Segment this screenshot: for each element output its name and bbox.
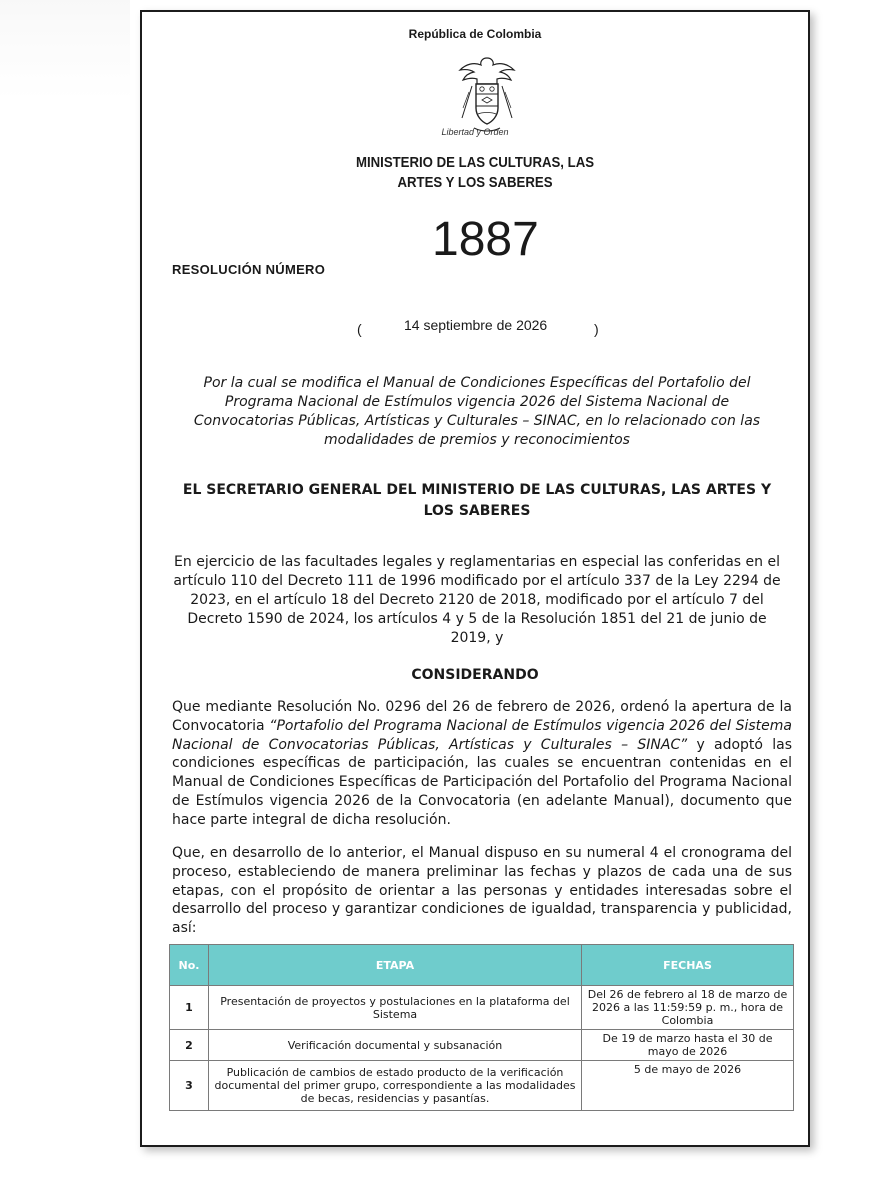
motto-text: Libertad y Orden (441, 127, 509, 137)
row-stage: Presentación de proyectos y postulaciones en la plataforma del Sistema (209, 986, 582, 1030)
considering-heading: CONSIDERANDO (411, 667, 539, 683)
row-dates: 5 de mayo de 2026 (582, 1061, 794, 1111)
republic-heading: República de Colombia (408, 27, 542, 41)
considering-paragraph-1 (172, 698, 792, 830)
row-dates: Del 26 de febrero al 18 de marzo de 2026 a las 11:59:59 p. m., hora de Colombia (582, 986, 794, 1030)
paragraph-text: y adoptó las condiciones específicas de participación, las cuales se encuentran contenidas en el Manual de Condiciones Específicas de Participación del Portafolio del Programa Nacional de Estímulos vigencia 2026 de la Convocatoria (en adelante Manual), documento que hace parte integral de dicha resolución. (172, 736, 792, 828)
date-paren-close: ) (594, 321, 599, 337)
schedule-table (169, 944, 794, 1111)
column-header-no: No. (170, 945, 209, 986)
resolution-subject (172, 374, 782, 450)
row-stage: Verificación documental y subsanación (209, 1030, 582, 1061)
issuing-authority (162, 480, 792, 522)
powers-line: Decreto 1590 de 2024, los artículos 4 y 5 de la Resolución 1851 del 21 de junio de (187, 611, 767, 627)
ministry-line-2: ARTES Y LOS SABERES (397, 174, 553, 191)
resolution-date: 14 septiembre de 2026 (404, 317, 548, 333)
table-header-row (170, 945, 794, 986)
authority-line: LOS SABERES (423, 503, 531, 519)
ministry-name (182, 153, 768, 193)
row-stage: Publicación de cambios de estado producto de la verificación documental del primer grupo, correspondiente a las modalidades de becas, residencias y pasantías. (209, 1061, 582, 1111)
table-row (170, 1030, 794, 1061)
resolution-number: 1887 (432, 213, 539, 266)
date-paren-open: ( (357, 321, 362, 337)
resolution-label: RESOLUCIÓN NÚMERO (172, 262, 326, 277)
powers-line: 2019, y (450, 630, 504, 646)
row-number: 1 (170, 986, 209, 1030)
subject-line: Convocatorias Públicas, Artísticas y Culturales – SINAC, en lo relacionado con las (193, 413, 761, 429)
table-row (170, 1061, 794, 1111)
table-row (170, 986, 794, 1030)
row-dates: De 19 de marzo hasta el 30 de mayo de 2026 (582, 1030, 794, 1061)
row-number: 2 (170, 1030, 209, 1061)
powers-line: En ejercicio de las facultades legales y reglamentarias en especial las conferidas en el (174, 554, 780, 570)
powers-line: artículo 110 del Decreto 111 de 1996 modificado por el artículo 337 de la Ley 2294 de (173, 573, 781, 589)
row-number: 3 (170, 1061, 209, 1111)
paragraph-italic-text: “Portafolio del Programa Nacional de Estímulos vigencia 2026 del Sistema Nacional de Convocatorias Públicas, Artísticas y Culturales – SINAC” (172, 717, 792, 753)
column-header-dates: FECHAS (582, 945, 794, 986)
document-page (140, 10, 810, 1147)
subject-line: Programa Nacional de Estímulos vigencia 2026 del Sistema Nacional de (224, 394, 730, 410)
column-header-stage: ETAPA (209, 945, 582, 986)
paragraph-text: Que mediante Resolución No. 0296 del 26 de febrero de 2026, ordenó la apertura de la Convocatoria (172, 699, 792, 734)
considering-paragraph-2: Que, en desarrollo de lo anterior, el Manual dispuso en su numeral 4 el cronograma del proceso, estableciendo de manera preliminar las fechas y plazos de cada una de sus etapas, con el propósito de orientar a las personas y entidades interesadas sobre el desarrollo del proceso y garantizar condiciones de igualdad, transparencia y publicidad, así: (172, 845, 792, 937)
subject-line: modalidades de premios y reconocimientos (324, 432, 630, 448)
ministry-line-1: MINISTERIO DE LAS CULTURAS, LAS (355, 154, 595, 171)
powers-line: 2023, en el artículo 18 del Decreto 2120 de 2018, modificado por el artículo 7 del (190, 592, 764, 608)
background-smudge (0, 0, 130, 100)
authority-line: EL SECRETARIO GENERAL DEL MINISTERIO DE LAS CULTURAS, LAS ARTES Y (182, 482, 772, 498)
legal-powers-paragraph (160, 553, 794, 648)
subject-line: Por la cual se modifica el Manual de Condiciones Específicas del Portafolio del (203, 375, 751, 391)
